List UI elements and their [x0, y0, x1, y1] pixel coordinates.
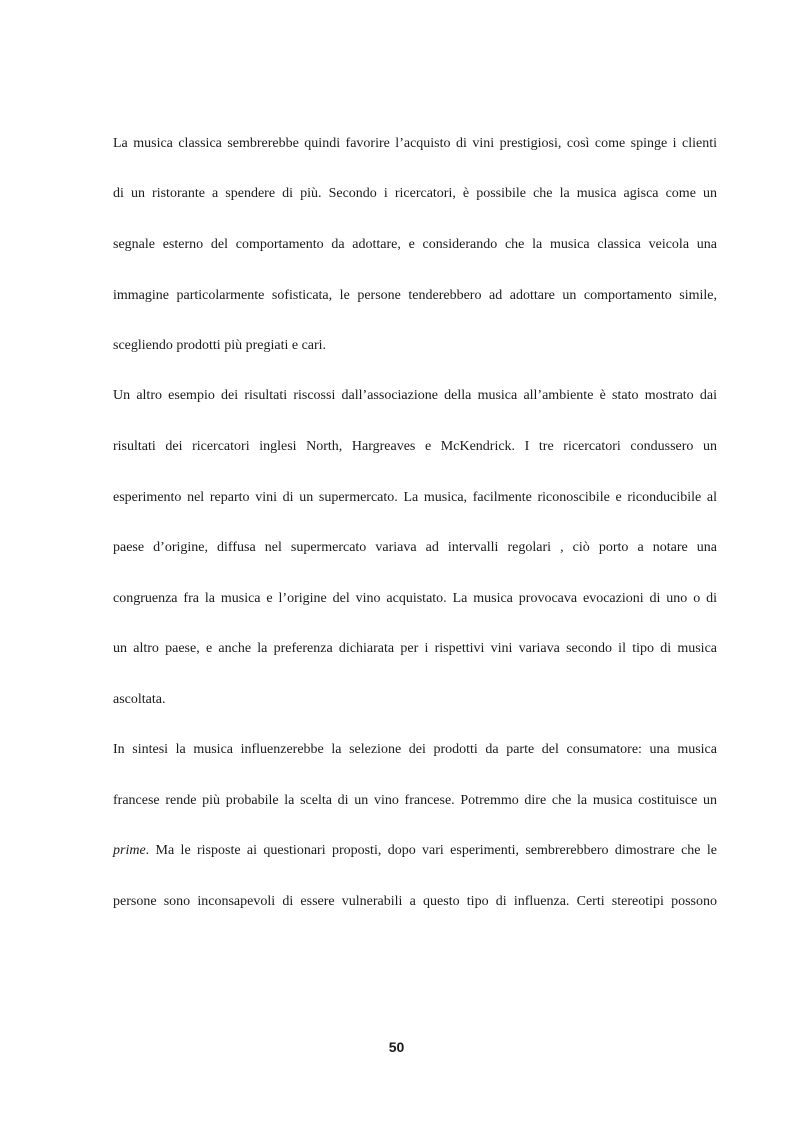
text-line: Un altro esempio dei risultati riscossi dall’associazione della musica all’ambiente è stato mostrato dai — [113, 388, 717, 403]
text-line: risultati dei ricercatori inglesi North, Hargreaves e McKendrick. I tre ricercatori condussero un — [113, 439, 717, 454]
text-line: paese d’origine, diffusa nel supermercato variava ad intervalli regolari , ciò porto a notare una — [113, 540, 717, 555]
text-line: esperimento nel reparto vini di un supermercato. La musica, facilmente riconoscibile e riconducibile al — [113, 490, 717, 505]
page-number: 50 — [388, 1039, 405, 1055]
text-line: In sintesi la musica influenzerebbe la selezione dei prodotti da parte del consumatore: una musica — [113, 742, 717, 757]
text-line: immagine particolarmente sofisticata, le persone tenderebbero ad adottare un comportamento simile, — [113, 288, 717, 303]
text-line: ascoltata. — [113, 692, 166, 707]
text-line: persone sono inconsapevoli di essere vulnerabili a questo tipo di influenza. Certi stereotipi possono — [113, 894, 717, 909]
text-line: scegliendo prodotti più pregiati e cari. — [113, 338, 327, 353]
italic-term: prime — [113, 843, 146, 858]
text-line-continuation: . Ma le risposte ai questionari proposti, dopo vari esperimenti, sembrerebbero dimostrare che le — [145, 843, 717, 858]
text-line: un altro paese, e anche la preferenza dichiarata per i rispettivi vini variava secondo il tipo di musica — [113, 641, 717, 656]
text-line: francese rende più probabile la scelta di un vino francese. Potremmo dire che la musica costituisce un — [113, 793, 717, 808]
text-line: segnale esterno del comportamento da adottare, e considerando che la musica classica veicola una — [113, 237, 717, 252]
text-line: La musica classica sembrerebbe quindi favorire l’acquisto di vini prestigiosi, così come spinge i clienti — [113, 136, 717, 151]
text-line: congruenza fra la musica e l’origine del vino acquistato. La musica provocava evocazioni di uno o di — [113, 591, 717, 606]
text-line-with-italic — [113, 842, 717, 860]
text-line: di un ristorante a spendere di più. Secondo i ricercatori, è possibile che la musica agisca come un — [113, 186, 717, 201]
